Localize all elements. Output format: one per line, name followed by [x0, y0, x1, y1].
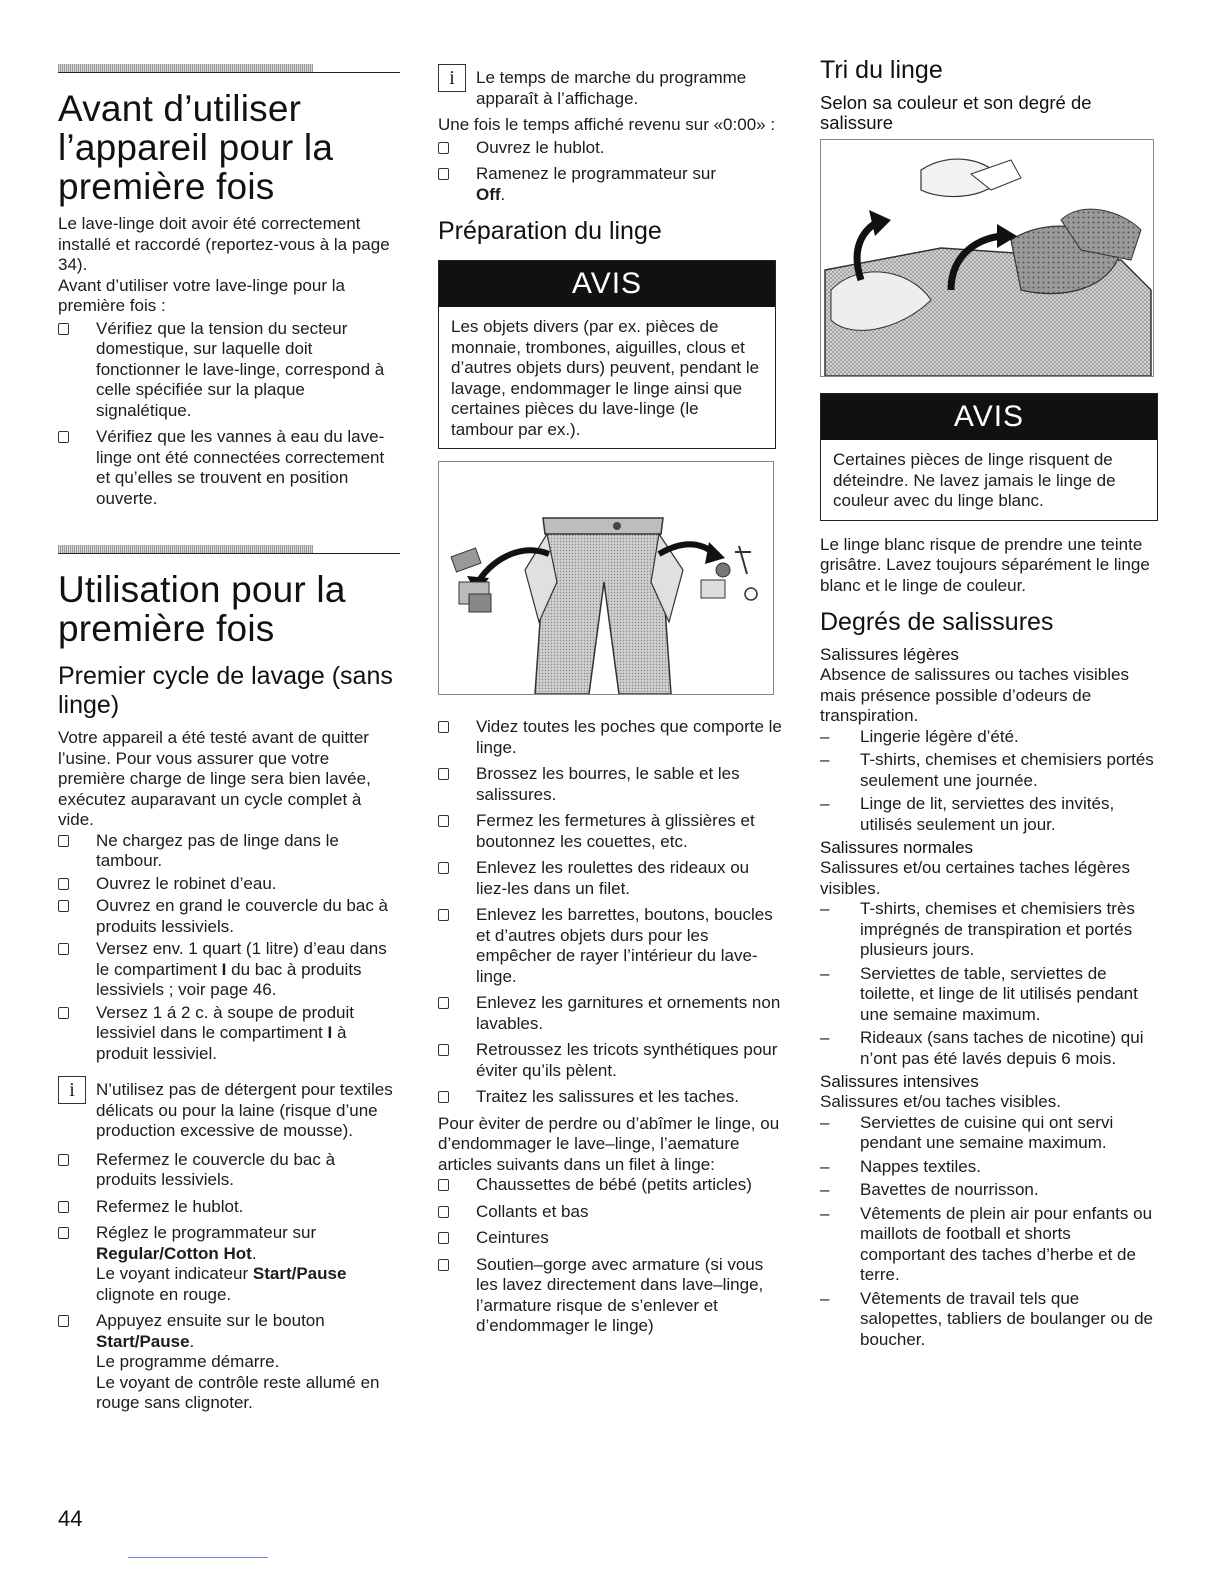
notice-text: Les objets divers (par ex. pièces de monnaie, trombones, aiguilles, clous et d’autres objets durs) peuvent, pendant le lavage, endommager le linge ainsi que certaines pièces du lave-linge (le tambour par ex.). — [451, 317, 760, 439]
column-1 — [58, 0, 400, 1420]
section-title-sorting: Tri du linge — [820, 56, 943, 84]
subsection-title-color: Selon sa couleur et son degré de salissure — [820, 92, 1092, 133]
list-item: Réglez le programmateur sur Regular/Cotton Hot. Le voyant indicateur Start/Pause clignote en rouge. — [58, 1223, 400, 1305]
dash-list — [820, 899, 1160, 1069]
checklist — [438, 138, 783, 206]
paragraph: Salissures et/ou certaines taches légères visibles. — [820, 858, 1130, 898]
list-item: Ouvrez le robinet d’eau. — [58, 874, 400, 895]
subsection-title-first-wash: Premier cycle de lavage (sans linge) — [58, 662, 393, 719]
notice-box — [820, 393, 1158, 521]
checkbox-bullet-icon — [438, 1232, 449, 1244]
list-item: Ceintures — [438, 1228, 783, 1249]
checkbox-bullet-icon — [58, 900, 69, 912]
list-item: – Lingerie légère d’été. — [820, 726, 1019, 746]
list-item: Fermez les fermetures à glissières et boutonnez les couettes, etc. — [438, 811, 783, 852]
section-rule — [58, 64, 400, 73]
list-item: Retroussez les tricots synthétiques pour éviter qu’ils pèlent. — [438, 1040, 783, 1081]
list-item: Ne chargez pas de linge dans le tambour. — [58, 831, 400, 872]
paragraph: Pour èviter de perdre ou d’abîmer le linge, ou d’endommager le lave–linge, l’aemature articles suivants dans un filet à linge: — [438, 1113, 780, 1174]
list-item: Vérifiez que la tension du secteur domestique, sur laquelle doit fonctionner le lave-linge, correspond à celle spécifiée sur la plaque signalétique. — [58, 319, 400, 422]
info-note: i Le temps de marche du programme apparaît à l’affichage. — [438, 68, 783, 109]
illustration-pants-pockets — [438, 461, 774, 695]
column-2 — [438, 0, 783, 1343]
list-item: – Vêtements de travail tels que salopettes, tabliers de boulanger ou de boucher. — [820, 1288, 1153, 1349]
list-item: Refermez le hublot. — [58, 1197, 400, 1218]
notice-label: AVIS — [821, 394, 1157, 440]
list-item: Videz toutes les poches que comporte le linge. — [438, 717, 783, 758]
list-item: – T-shirts, chemises et chemisiers portés seulement une journée. — [820, 750, 1154, 790]
list-item: – Bavettes de nourrisson. — [820, 1180, 1039, 1199]
list-item: Versez 1 á 2 c. à soupe de produit lessiviel dans le compartiment I à produit lessiviel. — [58, 1003, 400, 1065]
list-item: Ouvrez le hublot. — [438, 138, 783, 159]
paragraph: Une fois le temps affiché revenu sur «0:00» : — [438, 115, 776, 134]
checklist — [58, 1150, 400, 1414]
list-item: Vérifiez que les vannes à eau du lave-linge ont été connectées correctement et qu’elles se trouvent en position ouverte. — [58, 427, 400, 509]
list-item: – Serviettes de table, serviettes de toilette, et linge de lit utilisés pendant une semaine maximum. — [820, 963, 1138, 1024]
list-item: Enlevez les garnitures et ornements non lavables. — [438, 993, 783, 1034]
checkbox-bullet-icon — [58, 1154, 69, 1166]
pants-illustration — [439, 462, 773, 694]
checkbox-bullet-icon — [438, 1206, 449, 1218]
list-item: – Vêtements de plein air pour enfants ou maillots de football et shorts comportant des taches d’herbe et de terre. — [820, 1203, 1153, 1284]
checklist — [438, 717, 783, 1108]
checkbox-bullet-icon — [438, 721, 449, 733]
checkbox-bullet-icon — [58, 835, 69, 847]
checklist — [58, 831, 400, 1065]
checkbox-bullet-icon — [58, 431, 69, 443]
checkbox-bullet-icon — [58, 1315, 69, 1327]
checkbox-bullet-icon — [58, 943, 69, 955]
page-number: 44 — [58, 1506, 83, 1531]
notice-label: AVIS — [439, 261, 775, 307]
footer-rule — [128, 1557, 268, 1558]
checkbox-bullet-icon — [438, 1179, 449, 1191]
paragraph: Votre appareil a été testé avant de quitter l’usine. Pour vous assurer que votre première charge de linge sera bien lavée, exécutez auparavant un cycle complet à vide. — [58, 728, 371, 829]
section-title-before-first-use: Avant d’utiliser l’appareil pour la première fois — [58, 88, 334, 207]
checkbox-bullet-icon — [438, 1259, 449, 1271]
checkbox-bullet-icon — [438, 168, 449, 180]
checklist — [438, 1175, 783, 1337]
list-item: Brossez les bourres, le sable et les salissures. — [438, 764, 783, 805]
section-title-laundry-prep: Préparation du linge — [438, 217, 662, 245]
list-item: Enlevez les roulettes des rideaux ou liez-les dans un filet. — [438, 858, 783, 899]
list-item: – Linge de lit, serviettes des invités, utilisés seulement un jour. — [820, 794, 1115, 834]
list-item: Ouvrez en grand le couvercle du bac à produits lessiviels. — [58, 896, 400, 937]
list-item: Refermez le couvercle du bac à produits lessiviels. — [58, 1150, 400, 1191]
paragraph: Le lave-linge doit avoir été correctement installé et raccordé (reportez-vous à la page 34). — [58, 214, 390, 274]
info-note: i N’utilisez pas de détergent pour textiles délicats ou pour la laine (risque d’une production excessive de mousse). — [58, 1080, 400, 1142]
checkbox-bullet-icon — [438, 997, 449, 1009]
subsection-title-normal: Salissures normales — [820, 838, 974, 857]
subsection-title-intensive: Salissures intensives — [820, 1072, 979, 1091]
checkbox-bullet-icon — [58, 323, 69, 335]
list-item: Versez env. 1 quart (1 litre) d’eau dans le compartiment I du bac à produits lessiviels ; voir page 46. — [58, 939, 400, 1001]
checkbox-bullet-icon — [58, 878, 69, 890]
checkbox-bullet-icon — [438, 862, 449, 874]
list-item: Chaussettes de bébé (petits articles) — [438, 1175, 783, 1196]
checkbox-bullet-icon — [438, 1091, 449, 1103]
list-item: Soutien–gorge avec armature (si vous les lavez directement dans lave–linge, l’armature risque de s’enlever et d’endommager le linge) — [438, 1255, 783, 1337]
list-item: Collants et bas — [438, 1202, 783, 1223]
paragraph: Salissures et/ou taches visibles. — [820, 1092, 1061, 1111]
paragraph: Absence de salissures ou taches visibles mais présence possible d’odeurs de transpiration. — [820, 665, 1129, 725]
checkbox-bullet-icon — [438, 1044, 449, 1056]
checkbox-bullet-icon — [58, 1201, 69, 1213]
notice-box — [438, 260, 776, 449]
checkbox-bullet-icon — [58, 1227, 69, 1239]
dash-list — [820, 1113, 1160, 1351]
checkbox-bullet-icon — [438, 909, 449, 921]
section-title-first-use: Utilisation pour la première fois — [58, 569, 346, 649]
list-item: – Serviettes de cuisine qui ont servi pendant une semaine maximum. — [820, 1112, 1114, 1152]
column-3 — [820, 0, 1160, 1353]
basket-illustration — [821, 140, 1153, 376]
checkbox-bullet-icon — [58, 1007, 69, 1019]
subsection-title-light: Salissures légères — [820, 645, 959, 664]
list-item: – T-shirts, chemises et chemisiers très imprégnés de transpiration et portés plusieurs jours. — [820, 899, 1135, 959]
paragraph: Le linge blanc risque de prendre une teinte grisâtre. Lavez toujours séparément le linge blanc et le linge de couleur. — [820, 534, 1150, 595]
list-item: – Rideaux (sans taches de nicotine) qui n’ont pas été lavés depuis 6 mois. — [820, 1028, 1144, 1068]
dash-list — [820, 727, 1160, 836]
info-icon: i — [438, 64, 466, 92]
list-item: – Nappes textiles. — [820, 1156, 981, 1176]
paragraph: Avant d’utiliser votre lave-linge pour la première fois : — [58, 275, 345, 315]
checklist — [58, 319, 400, 510]
list-item: Appuyez ensuite sur le bouton Start/Pause. Le programme démarre. Le voyant de contrôle reste allumé en rouge sans clignoter. — [58, 1311, 400, 1414]
notice-text: Certaines pièces de linge risquent de déteindre. Ne lavez jamais le linge de couleur avec du linge blanc. — [833, 450, 1116, 510]
list-item: Enlevez les barrettes, boutons, boucles et d’autres objets durs pour les empêcher de rayer l’intérieur du lave-linge. — [438, 905, 783, 987]
checkbox-bullet-icon — [438, 142, 449, 154]
list-item: Traitez les salissures et les taches. — [438, 1087, 783, 1108]
section-title-soil-levels: Degrés de salissures — [820, 608, 1054, 636]
list-item: Ramenez le programmateur sur Off. — [438, 164, 783, 205]
info-icon: i — [58, 1076, 86, 1104]
section-rule — [58, 545, 400, 554]
illustration-laundry-basket — [820, 139, 1154, 377]
checkbox-bullet-icon — [438, 815, 449, 827]
checkbox-bullet-icon — [438, 768, 449, 780]
